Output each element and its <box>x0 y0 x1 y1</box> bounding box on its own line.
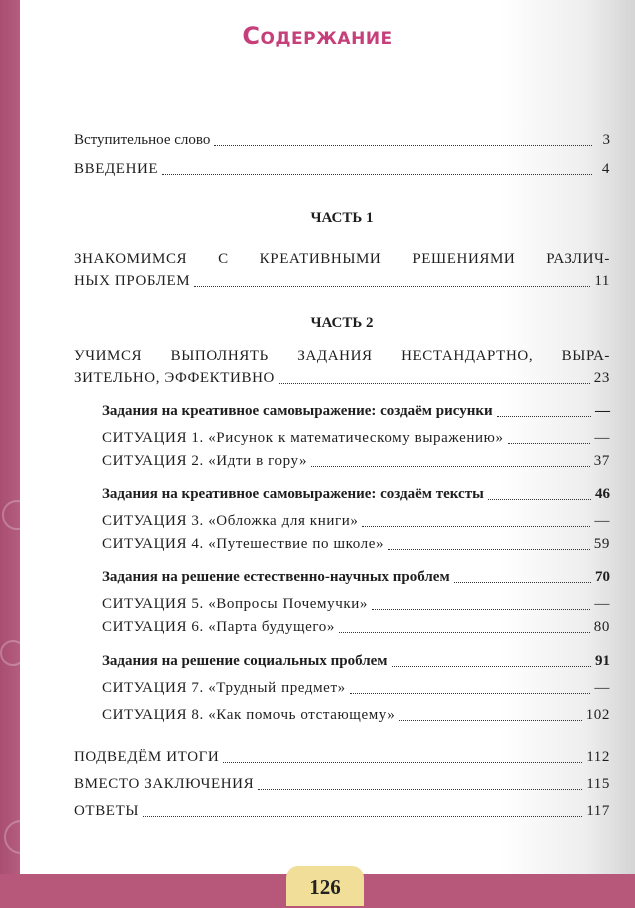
toc-entry-page: 115 <box>586 776 610 792</box>
situation-entry[interactable] <box>102 619 610 636</box>
toc-entry[interactable] <box>74 776 610 793</box>
toc-entry-label: СИТУАЦИЯ 3. «Обложка для книги» <box>102 513 359 529</box>
dot-leader <box>339 631 590 633</box>
dot-leader <box>143 815 582 817</box>
toc-entry-page: — <box>594 513 610 529</box>
toc-entry-label: СИТУАЦИЯ 4. «Путешествие по школе» <box>102 536 385 552</box>
toc-entry-label: Задания на креативное самовыражение: создаём тексты <box>102 486 484 502</box>
part-2-title-line-2: ЗИТЕЛЬНО, ЭФФЕКТИВНО <box>74 370 275 386</box>
toc-entry-label: ОТВЕТЫ <box>74 803 140 819</box>
situation-entry[interactable] <box>102 536 610 553</box>
toc-entry-page: 37 <box>593 453 610 469</box>
situation-entry[interactable] <box>102 513 610 530</box>
toc-entry-page: — <box>595 403 610 419</box>
toc-entry-page: 46 <box>595 486 610 502</box>
toc-entry-page: 4 <box>601 161 610 177</box>
toc-entry-page: — <box>594 430 610 446</box>
toc-entry-label: СИТУАЦИЯ 2. «Идти в гору» <box>102 453 308 469</box>
section-heading[interactable] <box>102 653 610 670</box>
situation-entry[interactable] <box>102 680 610 697</box>
situation-entry[interactable] <box>102 430 610 447</box>
dot-leader <box>350 692 591 694</box>
toc-entry-page: 117 <box>586 803 610 819</box>
dot-leader <box>162 173 592 175</box>
toc-entry[interactable] <box>74 273 610 290</box>
toc-entry-page: 80 <box>593 619 610 635</box>
toc-entry[interactable] <box>74 161 610 178</box>
toc-entry-label: СИТУАЦИЯ 7. «Трудный предмет» <box>102 680 346 696</box>
dot-leader <box>399 719 581 721</box>
dot-leader <box>392 665 592 667</box>
toc-entry-label: СИТУАЦИЯ 6. «Парта будущего» <box>102 619 335 635</box>
toc-entry-label: Задания на креативное самовыражение: создаём рисунки <box>102 403 493 419</box>
dot-leader <box>497 415 591 417</box>
toc-entry-page: 112 <box>586 749 610 765</box>
part-2-heading: ЧАСТЬ 2 <box>310 315 374 331</box>
toc-entry-label: Вступительное слово <box>74 132 211 148</box>
page-number: 126 <box>286 866 364 906</box>
dot-leader <box>508 442 591 444</box>
dot-leader <box>454 581 591 583</box>
dot-leader <box>214 144 592 146</box>
toc-entry-page: 70 <box>595 569 610 585</box>
dot-leader <box>258 788 582 790</box>
toc-entry-label: СИТУАЦИЯ 1. «Рисунок к математическому выражению» <box>102 430 504 446</box>
toc-entry-page: 23 <box>593 370 610 386</box>
toc-entry-page: — <box>594 680 610 696</box>
dot-leader <box>311 465 590 467</box>
toc-entry-label: СИТУАЦИЯ 8. «Как помочь отстающему» <box>102 707 396 723</box>
part-2-title-line-1[interactable]: УЧИМСЯ ВЫПОЛНЯТЬ ЗАДАНИЯ НЕСТАНДАРТНО, ВЫРА- <box>74 348 610 364</box>
dot-leader <box>223 761 582 763</box>
toc-entry-page: 11 <box>594 273 610 289</box>
section-heading[interactable] <box>102 486 610 503</box>
toc-entry-page: 91 <box>595 653 610 669</box>
section-heading[interactable] <box>102 403 610 420</box>
dot-leader <box>279 382 590 384</box>
toc-entry-page: 3 <box>602 132 610 148</box>
toc-entry-label: ПОДВЕДЁМ ИТОГИ <box>74 749 220 765</box>
part-1-title-line-1[interactable]: ЗНАКОМИМСЯ С КРЕАТИВНЫМИ РЕШЕНИЯМИ РАЗЛИЧ- <box>74 251 610 267</box>
dot-leader <box>372 608 590 610</box>
dot-leader <box>388 548 590 550</box>
toc-entry[interactable] <box>74 370 610 387</box>
toc-entry-label: Задания на решение социальных проблем <box>102 653 388 669</box>
dot-leader <box>362 525 590 527</box>
situation-entry[interactable] <box>102 707 610 724</box>
toc-entry-page: 102 <box>585 707 610 723</box>
toc-entry[interactable] <box>74 803 610 820</box>
section-heading[interactable] <box>102 569 610 586</box>
toc-entry-page: 59 <box>593 536 610 552</box>
part-1-heading: ЧАСТЬ 1 <box>310 210 374 226</box>
toc-entry-page: — <box>594 596 610 612</box>
toc-entry-label: ВВЕДЕНИЕ <box>74 161 159 177</box>
situation-entry[interactable] <box>102 596 610 613</box>
toc-entry[interactable] <box>74 132 610 149</box>
toc-entry[interactable] <box>74 749 610 766</box>
dot-leader <box>194 285 590 287</box>
situation-entry[interactable] <box>102 453 610 470</box>
part-1-title-line-2: НЫХ ПРОБЛЕМ <box>74 273 191 289</box>
toc-entry-label: Задания на решение естественно-научных проблем <box>102 569 450 585</box>
toc-entry-label: ВМЕСТО ЗАКЛЮЧЕНИЯ <box>74 776 255 792</box>
page-title: Содержание <box>242 22 393 50</box>
toc-entry-label: СИТУАЦИЯ 5. «Вопросы Почемучки» <box>102 596 368 612</box>
dot-leader <box>488 498 591 500</box>
